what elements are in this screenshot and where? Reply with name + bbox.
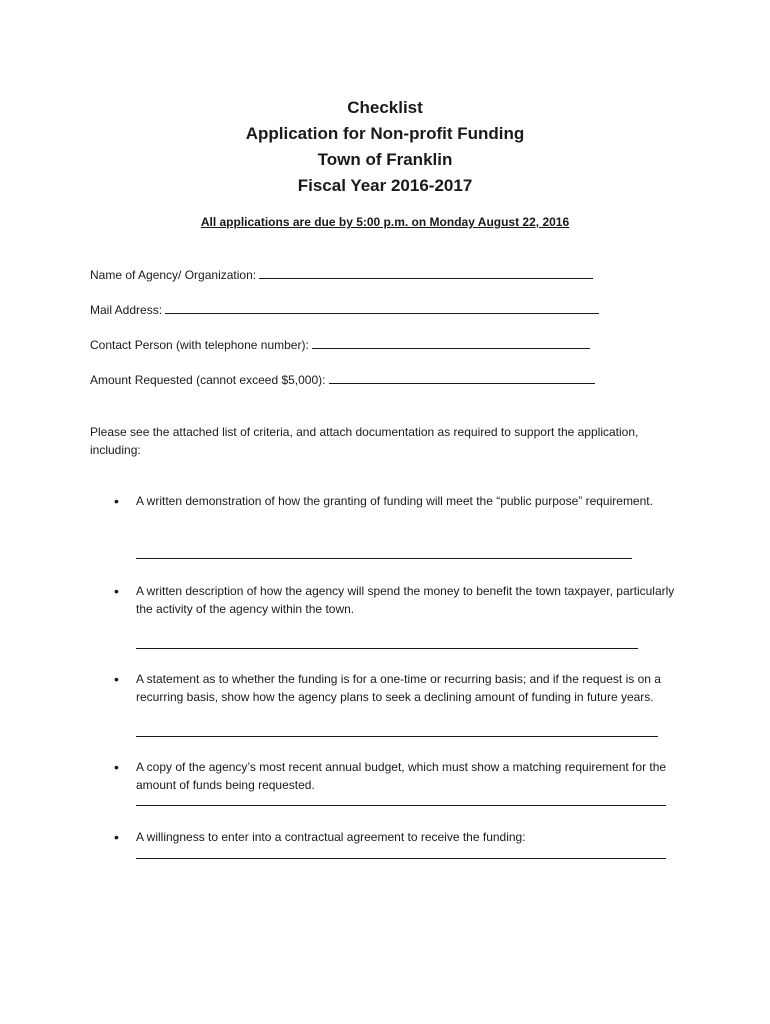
mail-field	[90, 301, 599, 317]
checklist-item-text: A copy of the agency’s most recent annual budget, which must show a matching requirement for the amount of funds being requested.	[136, 760, 667, 792]
bullet-icon: •	[114, 583, 119, 599]
checklist-item-text: A willingness to enter into a contractual agreement to receive the funding:	[136, 830, 526, 844]
title-application: Application for Non-profit Funding	[245, 124, 525, 143]
agency-field	[90, 266, 593, 282]
checklist-item-text: A written demonstration of how the granting of funding will meet the “public purpose” requirement.	[136, 494, 653, 508]
bullet-icon: •	[114, 493, 119, 509]
answer-line-3[interactable]	[136, 736, 658, 737]
contact-label: Contact Person (with telephone number):	[90, 338, 309, 352]
due-date-notice: All applications are due by 5:00 p.m. on Monday August 22, 2016	[200, 215, 570, 229]
amount-field	[90, 371, 595, 387]
answer-line-5[interactable]	[136, 858, 666, 859]
contact-input-line[interactable]	[312, 336, 590, 349]
agency-input-line[interactable]	[259, 266, 593, 279]
title-town: Town of Franklin	[317, 150, 453, 169]
answer-line-2[interactable]	[136, 648, 638, 649]
mail-label: Mail Address:	[90, 303, 163, 317]
bullet-icon: •	[114, 759, 119, 775]
mail-input-line[interactable]	[165, 301, 599, 314]
amount-input-line[interactable]	[329, 371, 595, 384]
intro-paragraph: Please see the attached list of criteria, and attach documentation as required to support the application, including:	[90, 425, 639, 457]
answer-line-1[interactable]	[136, 558, 632, 559]
title-block	[0, 95, 770, 199]
title-fiscal-year: Fiscal Year 2016-2017	[297, 176, 473, 195]
contact-field	[90, 336, 590, 352]
title-checklist: Checklist	[347, 98, 423, 117]
checklist-item-text: A written description of how the agency will spend the money to benefit the town taxpayer, particularly the activity of the agency within the town.	[136, 584, 675, 616]
answer-line-4[interactable]	[136, 805, 666, 806]
checklist-item-text: A statement as to whether the funding is for a one-time or recurring basis; and if the request is on a recurring basis, show how the agency plans to seek a declining amount of funding in future years.	[136, 672, 661, 704]
amount-label: Amount Requested (cannot exceed $5,000):	[90, 373, 326, 387]
bullet-icon: •	[114, 829, 119, 845]
agency-label: Name of Agency/ Organization:	[90, 268, 257, 282]
bullet-icon: •	[114, 671, 119, 687]
